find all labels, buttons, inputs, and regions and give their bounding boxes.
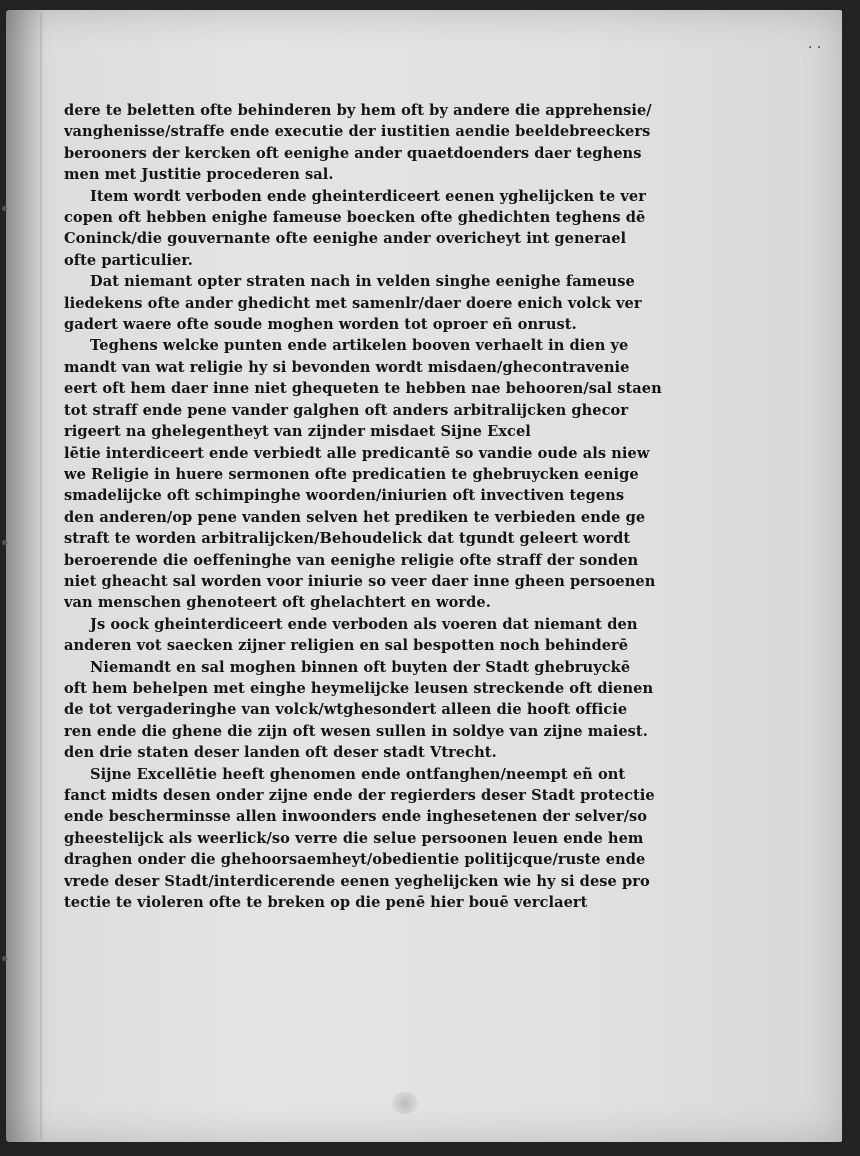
text-line: van menschen ghenoteert oft ghelachtert en worde. — [64, 594, 491, 612]
binding-hole-mark — [2, 206, 7, 211]
text-line: Sijne Excellētie heeft ghenomen ende ontfanghen/neempt eñ ont — [90, 765, 626, 783]
text-line: Teghens welcke punten ende artikelen booven verhaelt in dien ye — [90, 337, 629, 355]
text-line: mandt van wat religie hy si bevonden wordt misdaen/ghecontravenie — [64, 358, 630, 376]
text-line: rigeert na ghelegentheyt van zijnder misdaet Sijne Excel — [64, 423, 531, 441]
text-line: berooners der kercken oft eenighe ander quaetdoenders daer teghens — [64, 144, 642, 162]
printed-text-block — [64, 100, 704, 913]
text-line: Js oock gheinterdiceert ende verboden als voeren dat niemant den — [90, 615, 638, 633]
text-line: smadelijcke oft schimpinghe woorden/iniurien oft invectiven tegens — [64, 487, 625, 505]
text-line: copen oft hebben enighe fameuse boecken ofte ghedichten teghens dē — [64, 209, 646, 227]
text-line: den drie staten deser landen oft deser stadt Vtrecht. — [64, 744, 497, 762]
text-line: ende bescherminsse allen inwoonders ende inghesetenen der selver/so — [64, 808, 648, 826]
text-line: straft te worden arbitralijcken/Behoudelick dat tgundt geleert wordt — [64, 530, 631, 548]
text-line: men met Justitie procederen sal. — [64, 166, 334, 184]
text-line: anderen vot saecken zijner religien en sal bespotten noch behinderē — [64, 637, 629, 655]
text-line: draghen onder die ghehoorsaemheyt/obedientie politijcque/ruste ende — [64, 851, 646, 869]
corner-ink-specks: · · — [808, 40, 822, 56]
text-line: de tot vergaderinghe van volck/wtghesondert alleen die hooft officie — [64, 701, 628, 719]
text-line: den anderen/op pene vanden selven het prediken te verbieden ende ge — [64, 508, 646, 526]
text-line: Coninck/die gouvernante ofte eenighe ander overicheyt int generael — [64, 230, 627, 248]
text-line: gheestelijck als weerlick/so verre die selue persoonen leuen ende hem — [64, 829, 644, 847]
text-line: we Religie in huere sermonen ofte predicatien te ghebruycken eenige — [64, 465, 639, 483]
text-line: vrede deser Stadt/interdicerende eenen yeghelijcken wie hy si dese pro — [64, 872, 650, 890]
text-line: Item wordt verboden ende gheinterdiceert eenen yghelijcken te ver — [90, 187, 646, 205]
text-line: beroerende die oeffeninghe van eenighe religie ofte straff der sonden — [64, 551, 639, 569]
text-line: tot straff ende pene vander galghen oft anders arbitralijcken ghecor — [64, 401, 629, 419]
page-fold-line — [40, 14, 42, 1138]
text-line: niet gheacht sal worden voor iniurie so veer daer inne gheen persoenen — [64, 572, 656, 590]
text-line: Niemandt en sal moghen binnen oft buyten der Stadt ghebruyckē — [90, 658, 631, 676]
text-line: tectie te violeren ofte te breken op die penē hier bouē verclaert — [64, 894, 588, 912]
text-line: fanct midts desen onder zijne ende der regierders deser Stadt protectie — [64, 787, 655, 804]
text-line: eert oft hem daer inne niet ghequeten te hebben nae behooren/sal staen — [64, 380, 662, 398]
text-line: ofte particulier. — [64, 251, 193, 269]
text-line: dere te beletten ofte behinderen by hem oft by andere die apprehensie/ — [64, 102, 652, 119]
text-line: ren ende die ghene die zijn oft wesen sullen in soldye van zijne maiest. — [64, 722, 648, 740]
binding-hole-mark — [2, 540, 7, 545]
text-line: vanghenisse/straffe ende executie der iustitien aendie beeldebreeckers — [64, 123, 651, 141]
text-line: oft hem behelpen met einghe heymelijcke leusen streckende oft dienen — [64, 679, 654, 697]
text-line: liedekens ofte ander ghedicht met samenlr/daer doere enich volck ver — [64, 294, 642, 312]
text-line: Dat niemant opter straten nach in velden singhe eenighe fameuse — [90, 273, 635, 291]
paper-stain — [392, 1092, 418, 1114]
text-line: gadert waere ofte soude moghen worden tot oproer eñ onrust. — [64, 316, 577, 334]
binding-hole-mark — [2, 956, 7, 961]
text-line: lētie interdiceert ende verbiedt alle predicantē so vandie oude als niew — [64, 444, 650, 462]
